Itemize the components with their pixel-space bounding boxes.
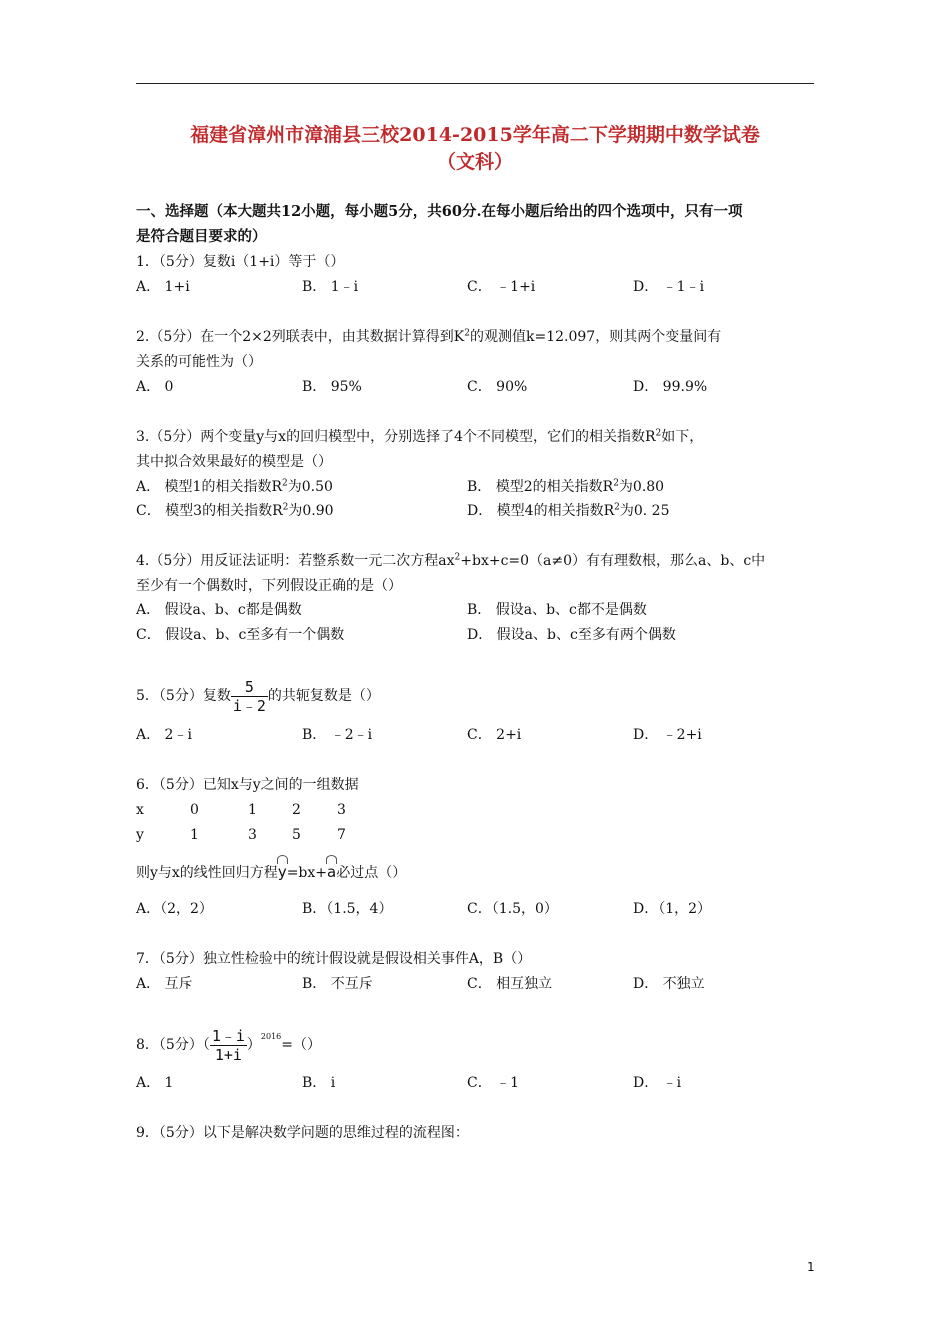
q3-option-a: A． 模型1的相关指数$R^2$为0.50: [136, 478, 333, 495]
document-title: 福建省漳州市漳浦县三校2014-2015学年高二下学期期中数学试卷: [190, 124, 760, 146]
table-y-value: 3: [248, 827, 257, 843]
a-hat-symbol: a: [327, 863, 337, 881]
question-2-stem-line2: 关系的可能性为（）: [136, 354, 262, 370]
q1-option-b: B． 1﹣i: [302, 279, 359, 295]
document-subtitle: （文科）: [436, 151, 513, 173]
question-9-stem: 9．（5分）以下是解决数学问题的思维过程的流程图：: [136, 1125, 469, 1141]
q6-option-a: A．（2，2）: [136, 901, 213, 917]
q2-option-a: A． 0: [136, 379, 174, 395]
table-y-value: 5: [292, 827, 301, 843]
table-y-label: y: [136, 827, 144, 843]
q7-option-c: C． 相互独立: [467, 976, 553, 992]
q2-option-c: C． 90%: [467, 379, 528, 395]
q4-option-a: A． 假设a、b、c都是偶数: [136, 602, 302, 618]
section-heading-line1: 一、选择题（本大题共12小题，每小题5分，共60分.在每小题后给出的四个选项中，只有一项: [136, 203, 743, 220]
q4-option-c: C． 假设a、b、c至多有一个偶数: [136, 627, 345, 643]
q3-option-d: D． 模型4的相关指数$R^2$为0. 25: [467, 502, 670, 519]
q8-option-b: B． i: [302, 1075, 336, 1091]
q2-option-d: D． 99.9%: [633, 379, 708, 395]
q6-option-d: D．（1，2）: [633, 901, 712, 917]
question-2-stem: 2.（5分）在一个2×2列联表中，由其数据计算得到$K^2$的观测值k=12.097，则其两个变量间有: [136, 328, 722, 345]
table-y-value: 7: [337, 827, 346, 843]
q1-option-a: A． 1+i: [136, 279, 190, 295]
q1-option-d: D． ﹣1﹣i: [633, 279, 705, 295]
q7-option-a: A． 互斥: [136, 976, 193, 992]
question-3-stem-line2: 其中拟合效果最好的模型是（）: [136, 454, 332, 470]
q8-fraction: $\frac{1﹣i}{1+i}$: [211, 1026, 245, 1064]
section-heading-line2: 是符合题目要求的）: [136, 228, 267, 245]
question-3-stem: 3.（5分）两个变量y与x的回归模型中，分别选择了4个不同模型，它们的相关指数$R^2$如下，: [136, 428, 704, 445]
q6-option-c: C．（1.5，0）: [467, 901, 558, 917]
table-y-value: 1: [190, 827, 199, 843]
q7-option-d: D． 不独立: [633, 976, 705, 992]
header-rule: [136, 83, 814, 84]
q5-option-c: C． 2+i: [467, 727, 522, 743]
q1-option-c: C． ﹣1+i: [467, 279, 536, 295]
table-x-label: x: [136, 802, 144, 818]
q8-option-c: C． ﹣1: [467, 1075, 520, 1091]
q5-option-a: A． 2﹣i: [136, 727, 192, 743]
question-4-stem: 4.（5分）用反证法证明：若整系数一元二次方程$ax^2+bx+c=0(a\ne 0)$有有理数根，那么a、b、c中: [136, 552, 766, 569]
q4-option-d: D． 假设a、b、c至多有两个偶数: [467, 627, 676, 643]
q3-option-b: B． 模型2的相关指数$R^2$为0.80: [467, 478, 665, 495]
table-x-value: 1: [248, 802, 257, 818]
q8-option-a: A． 1: [136, 1075, 174, 1091]
question-6-stem: 6．（5分）已知x与y之间的一组数据: [136, 777, 359, 793]
question-8-stem: 8．（5分）（ $\frac{1﹣i}{1+i}$ ）$^{2016}$=（）: [136, 1026, 321, 1064]
q8-option-d: D． ﹣i: [633, 1075, 682, 1091]
table-x-value: 3: [337, 802, 346, 818]
q5-option-d: D． ﹣2+i: [633, 727, 702, 743]
question-7-stem: 7．（5分）独立性检验中的统计假设就是假设相关事件A，B（）: [136, 951, 532, 967]
question-6-regression-line: 则y与x的线性回归方程y=bx+a必过点（）: [136, 863, 407, 881]
q2-option-b: B． 95%: [302, 379, 362, 395]
q5-fraction: $\frac{5}{i﹣2}$: [232, 677, 266, 715]
q5-option-b: B． ﹣2﹣i: [302, 727, 373, 743]
q7-option-b: B． 不互斥: [302, 976, 373, 992]
question-4-stem-line2: 至少有一个偶数时，下列假设正确的是（）: [136, 578, 402, 594]
q6-option-b: B．（1.5，4）: [302, 901, 393, 917]
q4-option-b: B． 假设a、b、c都不是偶数: [467, 602, 647, 618]
page-number: 1: [807, 1260, 815, 1274]
table-x-value: 0: [190, 802, 199, 818]
y-hat-symbol: y: [277, 863, 287, 881]
question-5-stem: 5．（5分）复数 $\frac{5}{i﹣2}$ 的共轭复数是（）: [136, 677, 380, 715]
table-x-value: 2: [292, 802, 301, 818]
question-1-stem: 1．（5分）复数i（1+i）等于（）: [136, 254, 345, 270]
q3-option-c: C． 模型3的相关指数$R^2$为0.90: [136, 502, 334, 519]
